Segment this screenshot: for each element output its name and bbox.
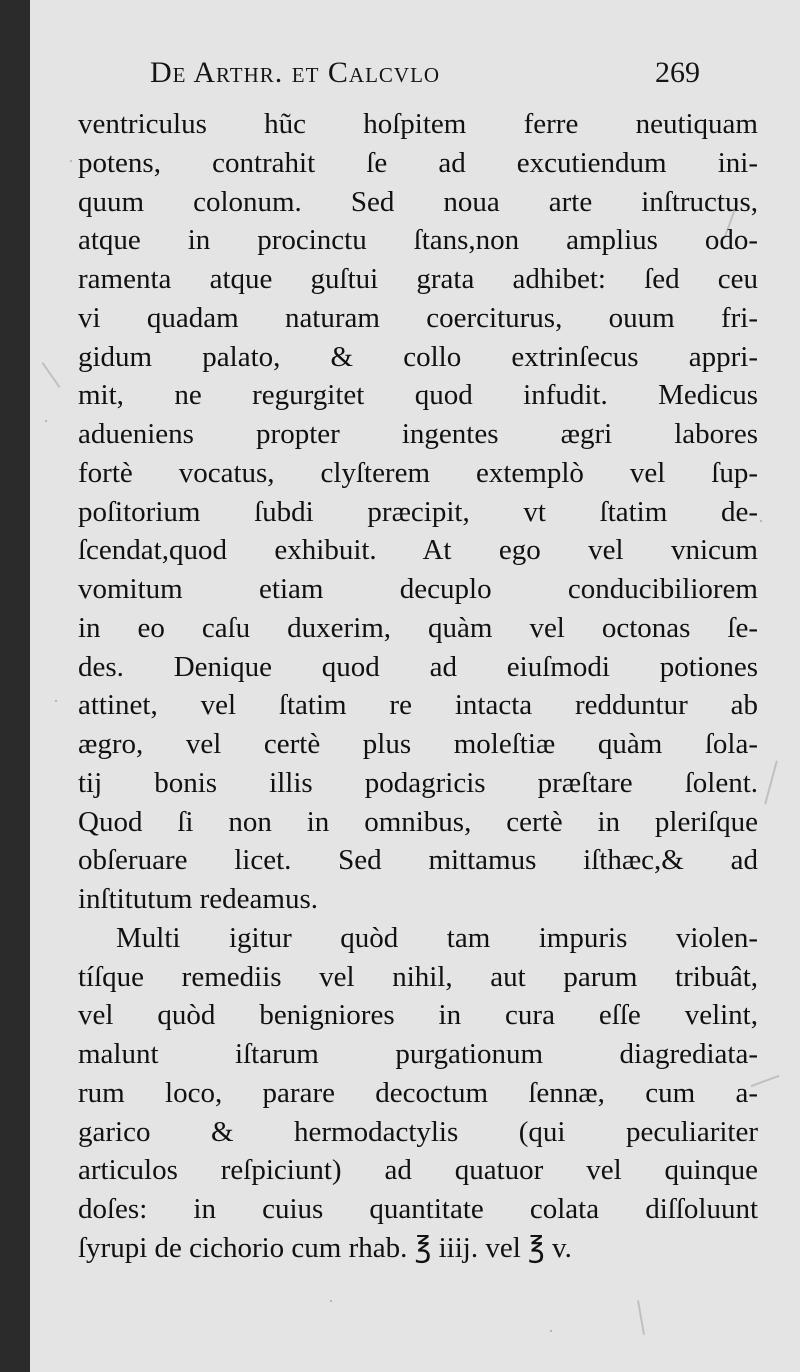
text-line: des. Denique quod ad eiuſmodi potiones bbox=[78, 650, 758, 683]
body-text bbox=[78, 105, 758, 1268]
text-line: fortè vocatus, clyſterem extemplò vel ſup- bbox=[78, 456, 758, 489]
text-line: potens, contrahit ſe ad excutiendum ini- bbox=[78, 146, 758, 179]
text-line: ægro, vel certè plus moleſtiæ quàm ſola- bbox=[78, 728, 758, 760]
text-line: poſitorium ſubdi præcipit, vt ſtatim de- bbox=[78, 495, 758, 528]
paper-speck bbox=[550, 1330, 552, 1332]
page-number: 269 bbox=[655, 56, 700, 89]
running-title: De Arthr. et Calcvlo bbox=[150, 56, 441, 89]
text-line: vomitum etiam decuplo conducibiliorem bbox=[78, 573, 758, 605]
paper-speck bbox=[70, 160, 72, 162]
text-line: doſes: in cuius quantitate colata diſſoluunt bbox=[78, 1193, 758, 1225]
text-line: atque in procinctu ſtans,non amplius odo- bbox=[78, 224, 758, 257]
text-line: attinet, vel ſtatim re intacta redduntur ab bbox=[78, 689, 758, 722]
text-line: gidum palato, & collo extrinſecus appri- bbox=[78, 340, 758, 373]
page-header bbox=[150, 56, 710, 96]
text-line: quum colonum. Sed noua arte inſtructus, bbox=[78, 185, 758, 218]
paragraph-first-line: Multi igitur quòd tam impuris violen- bbox=[116, 921, 758, 954]
text-line: vel quòd benigniores in cura eſſe velint, bbox=[78, 999, 758, 1032]
paper-speck bbox=[760, 520, 762, 522]
paper-fiber bbox=[764, 761, 778, 805]
text-line: ſcendat,quod exhibuit. At ego vel vnicum bbox=[78, 534, 758, 567]
text-line: mit, ne regurgitet quod infudit. Medicus bbox=[78, 379, 758, 412]
text-line: ſyrupi de cichorio cum rhab. ℥ iiij. vel ℥ v. bbox=[78, 1231, 572, 1264]
text-line: Quod ſi non in omnibus, certè in pleriſque bbox=[78, 805, 758, 838]
book-page bbox=[30, 0, 800, 1372]
paper-speck bbox=[45, 420, 47, 422]
text-line: tíſque remediis vel nihil, aut parum tribuât, bbox=[78, 960, 758, 993]
text-line: tij bonis illis podagricis præſtare ſolent. bbox=[78, 766, 758, 799]
text-line: vi quadam naturam coerciturus, ouum fri- bbox=[78, 301, 758, 334]
paper-fiber bbox=[42, 362, 61, 388]
paper-speck bbox=[330, 1300, 332, 1302]
paragraph-last-line: inſtitutum redeamus. bbox=[78, 883, 319, 915]
text-line: in eo caſu duxerim, quàm vel octonas ſe- bbox=[78, 611, 758, 644]
text-line: obſeruare licet. Sed mittamus iſthæc,& ad bbox=[78, 844, 758, 877]
text-line: articulos reſpiciunt) ad quatuor vel quinque bbox=[78, 1154, 758, 1187]
paper-speck bbox=[55, 700, 57, 702]
text-line: ventriculus hũc hoſpitem ferre neutiquam bbox=[78, 108, 758, 140]
text-line: ramenta atque guſtui grata adhibet: ſed ceu bbox=[78, 263, 758, 295]
text-line: rum loco, parare decoctum ſennæ, cum a- bbox=[78, 1076, 758, 1109]
paper-fiber bbox=[637, 1300, 645, 1335]
text-line: garico & hermodactylis (qui peculiariter bbox=[78, 1115, 758, 1148]
text-line: adueniens propter ingentes ægri labores bbox=[78, 418, 758, 450]
text-line: malunt iſtarum purgationum diagrediata- bbox=[78, 1038, 758, 1070]
